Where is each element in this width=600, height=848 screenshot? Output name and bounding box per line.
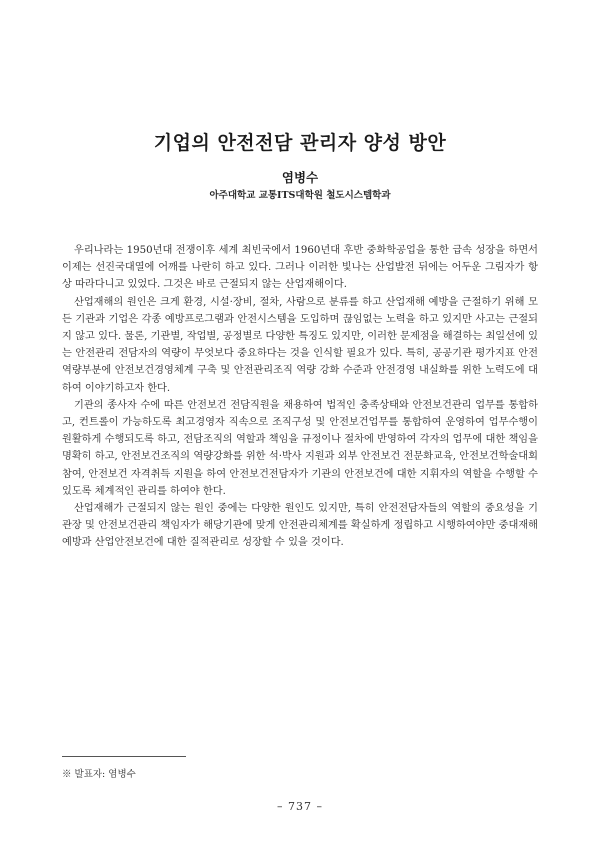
paper-title: 기업의 안전전담 관리자 양성 방안 — [153, 132, 447, 154]
abstract-body — [62, 242, 538, 552]
footnote-divider — [62, 756, 186, 757]
author-name: 염병수 — [281, 170, 319, 185]
paragraph: 산업재해가 근절되지 않는 원인 중에는 다양한 원인도 있지만, 특히 안전전담자들의 역할의 중요성을 기관장 및 안전보건관리 책임자가 해당기관에 맞게 안전관리체계를 확실하게 정립하고 시행하여야만 중대재해예방과 산업안전보건에 대한 질적관리로 성장할 수 있을 것이다. — [62, 503, 538, 549]
page-number: – 737 – — [277, 800, 323, 813]
paragraph: 기관의 종사자 수에 따른 안전보건 전담직원을 채용하여 법적인 충족상태와 안전보건관리 업무를 통합하고, 컨트롤이 가능하도록 최고경영자 직속으로 조직구성 및 안전보건업무를 통합하여 운영하여 업무수행이 원활하게 수행되도록 하고, 전담조직의 역할과 책임을 규정이나 절차에 반영하여 각자의 업무에 대한 책임을 명확히 하고, 안전보건조직의 역량강화를 위한 석·박사 지원과 외부 안전보건 전문화교육, 안전보건학술대회 참여, 안전보건 자격취득 지원을 하여 안전보건전담자가 기관의 안전보건에 대한 지휘자의 역할을 수행할 수 있도록 체계적인 관리를 하여야 한다. — [62, 399, 538, 497]
author-affiliation: 아주대학교 교통ITS대학원 철도시스템학과 — [209, 190, 391, 201]
footnote: ※ 발표자: 염병수 — [62, 769, 136, 780]
paragraph: 우리나라는 1950년대 전쟁이후 세계 최빈국에서 1960년대 후반 중화학공업을 통한 급속 성장을 하면서 이제는 선진국대열에 어깨를 나란히 하고 있다. 그러나 이러한 빛나는 산업발전 뒤에는 어두운 그림자가 항상 따라다니고 있었다. 그것은 바로 근절되지 않는 산업재해이다. — [62, 245, 538, 291]
paragraph: 산업재해의 원인은 크게 환경, 시설·장비, 절차, 사람으로 분류를 하고 산업재해 예방을 근절하기 위해 모든 기관과 기업은 각종 예방프로그램과 안전시스템을 도입하며 끊임없는 노력을 하고 있지만 사고는 근절되지 않고 있다. 물론, 기관별, 작업별, 공정별로 다양한 특징도 있지만, 이러한 문제점을 해결하는 최일선에 있는 안전관리 전담자의 역량이 무엇보다 중요하다는 것을 인식할 필요가 있다. 특히, 공공기관 평가지표 안전역량부분에 안전보건경영체계 구축 및 안전관리조직 역량 강화 수준과 안전경영 내실화를 위한 노력도에 대하여 이야기하고자 한다. — [62, 296, 538, 394]
